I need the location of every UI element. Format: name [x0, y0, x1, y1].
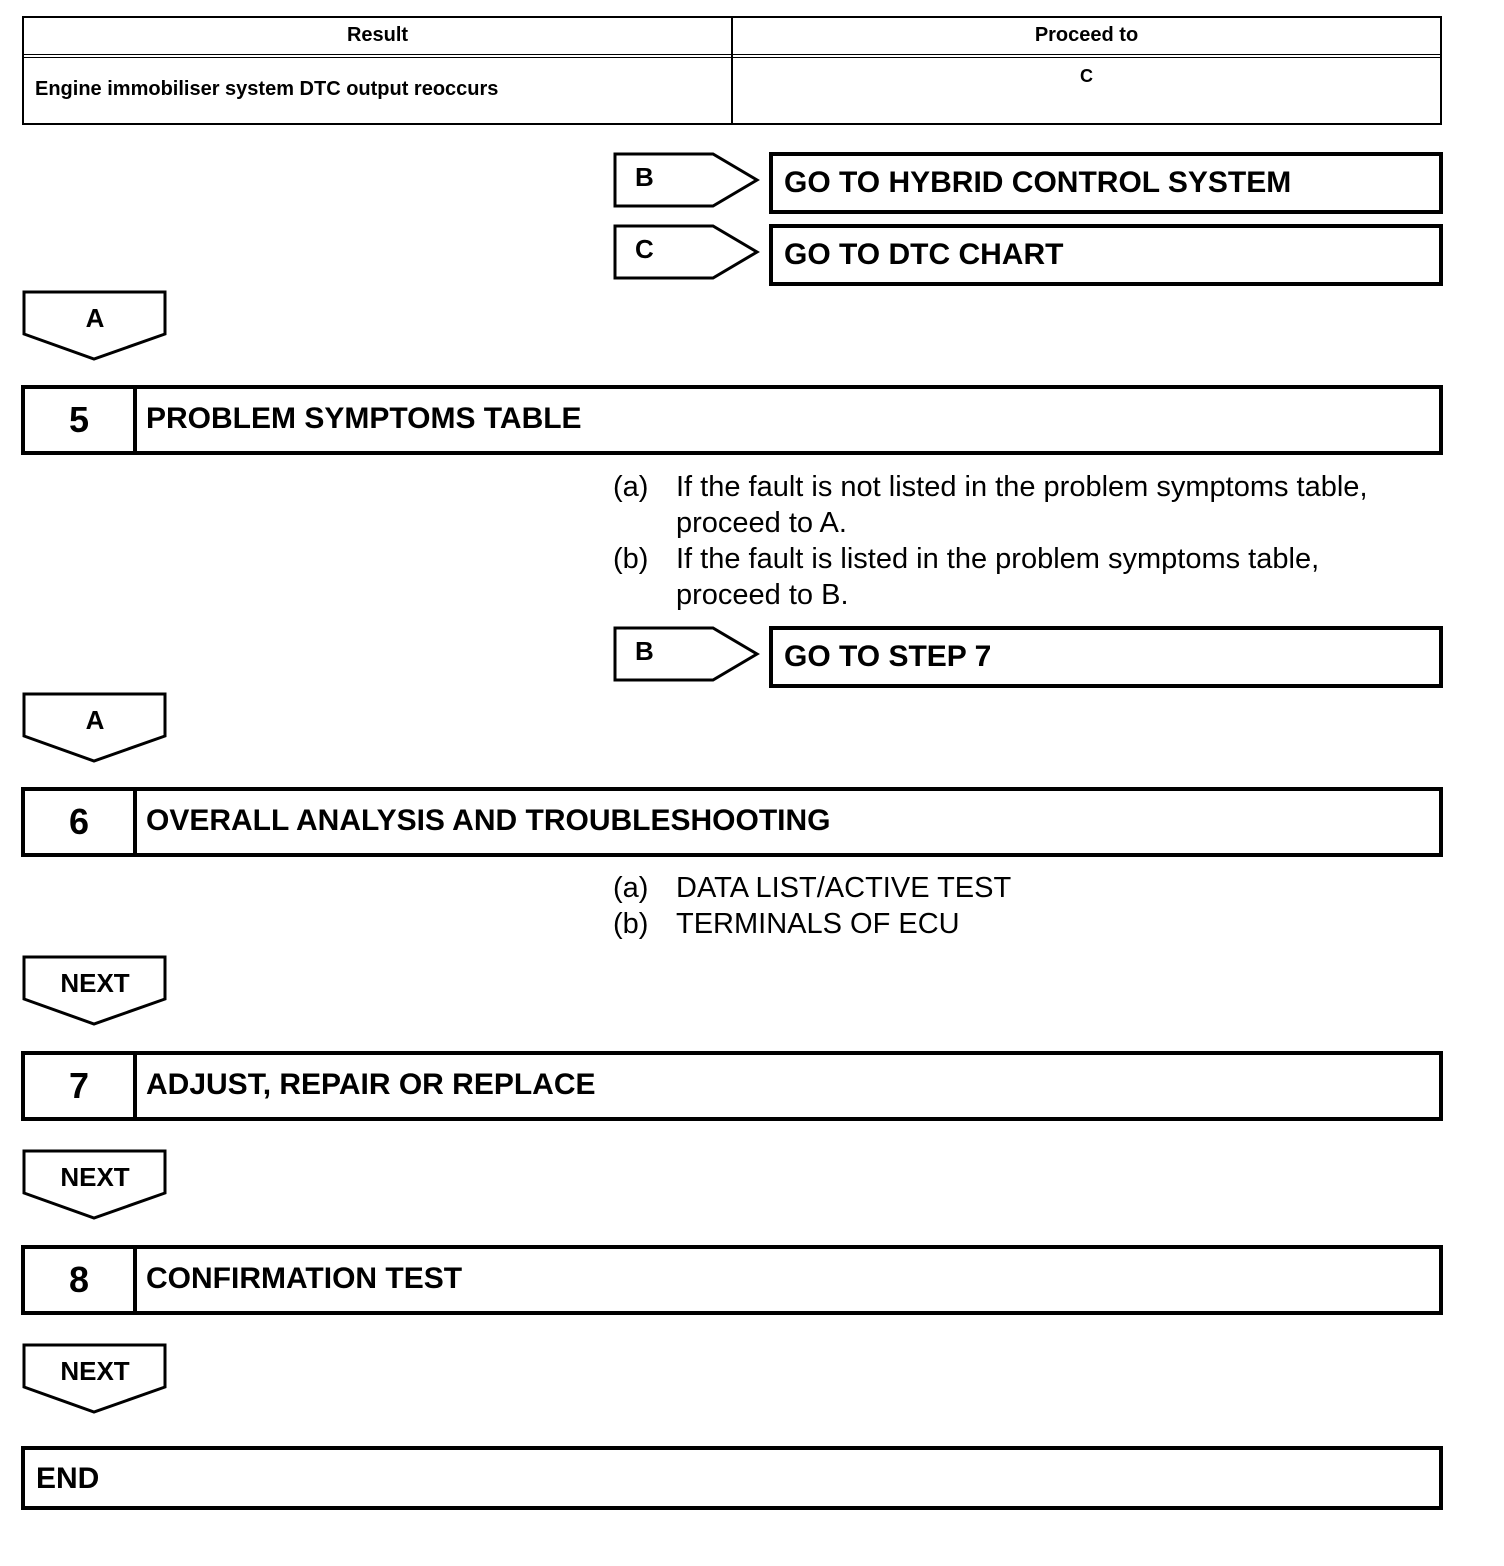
branch-c-label: C [635, 234, 654, 264]
result-cell: Engine immobiliser system DTC output reoccurs [35, 78, 499, 100]
step5-branch-b-tag[interactable] [613, 626, 761, 684]
item-text: If the fault is listed in the problem symptoms table, [676, 543, 1320, 575]
step-6 [21, 787, 1443, 857]
item-text-continued: proceed to A. [676, 507, 847, 539]
goto-dtc-chart[interactable]: GO TO DTC CHART [769, 224, 1443, 286]
branch-b-label: B [635, 636, 654, 666]
step-5 [21, 385, 1443, 455]
next-pointer[interactable] [22, 955, 168, 1027]
item-text: TERMINALS OF ECU [676, 908, 960, 940]
item-text-continued: proceed to B. [676, 579, 849, 611]
result-table [22, 16, 1442, 125]
step-7 [21, 1051, 1443, 1121]
next-pointer[interactable] [22, 1149, 168, 1221]
item-key: (b) [613, 543, 649, 575]
step6-item-b [613, 906, 1443, 942]
step-title: CONFIRMATION TEST [146, 1262, 463, 1295]
step6-item-a [613, 870, 1443, 906]
step5-item-a [613, 469, 1443, 541]
step-title: ADJUST, REPAIR OR REPLACE [146, 1068, 596, 1101]
end-box: END [21, 1446, 1443, 1510]
branch-c-tag[interactable] [613, 224, 761, 282]
branch-b-tag[interactable] [613, 152, 761, 210]
item-text: DATA LIST/ACTIVE TEST [676, 872, 1012, 904]
branch-b-label: B [635, 162, 654, 192]
pointer-label: NEXT [60, 1356, 130, 1386]
result-column-header: Result [346, 24, 409, 46]
step-title: OVERALL ANALYSIS AND TROUBLESHOOTING [146, 804, 831, 837]
pointer-label: NEXT [60, 1162, 130, 1192]
pointer-label: A [85, 705, 105, 735]
proceed-a-pointer[interactable] [22, 290, 168, 362]
item-key: (a) [613, 872, 649, 904]
goto-hybrid-control-system[interactable]: GO TO HYBRID CONTROL SYSTEM [769, 152, 1443, 214]
pointer-label: NEXT [60, 968, 130, 998]
step-number: 6 [25, 791, 137, 853]
next-pointer[interactable] [22, 1343, 168, 1415]
proceed-a-pointer[interactable] [22, 692, 168, 764]
step5-item-b [613, 541, 1443, 613]
item-text: If the fault is not listed in the problem symptoms table, [676, 471, 1368, 503]
pointer-label: A [85, 303, 105, 333]
step-number: 8 [25, 1249, 137, 1311]
proceed-column-header: Proceed to [1034, 24, 1139, 46]
item-key: (b) [613, 908, 649, 940]
item-key: (a) [613, 471, 649, 503]
proceed-cell: C [1080, 66, 1093, 86]
step-title: PROBLEM SYMPTOMS TABLE [146, 402, 582, 435]
goto-step-7[interactable]: GO TO STEP 7 [769, 626, 1443, 688]
step-number: 5 [25, 389, 137, 451]
step-8 [21, 1245, 1443, 1315]
step-number: 7 [25, 1055, 137, 1117]
